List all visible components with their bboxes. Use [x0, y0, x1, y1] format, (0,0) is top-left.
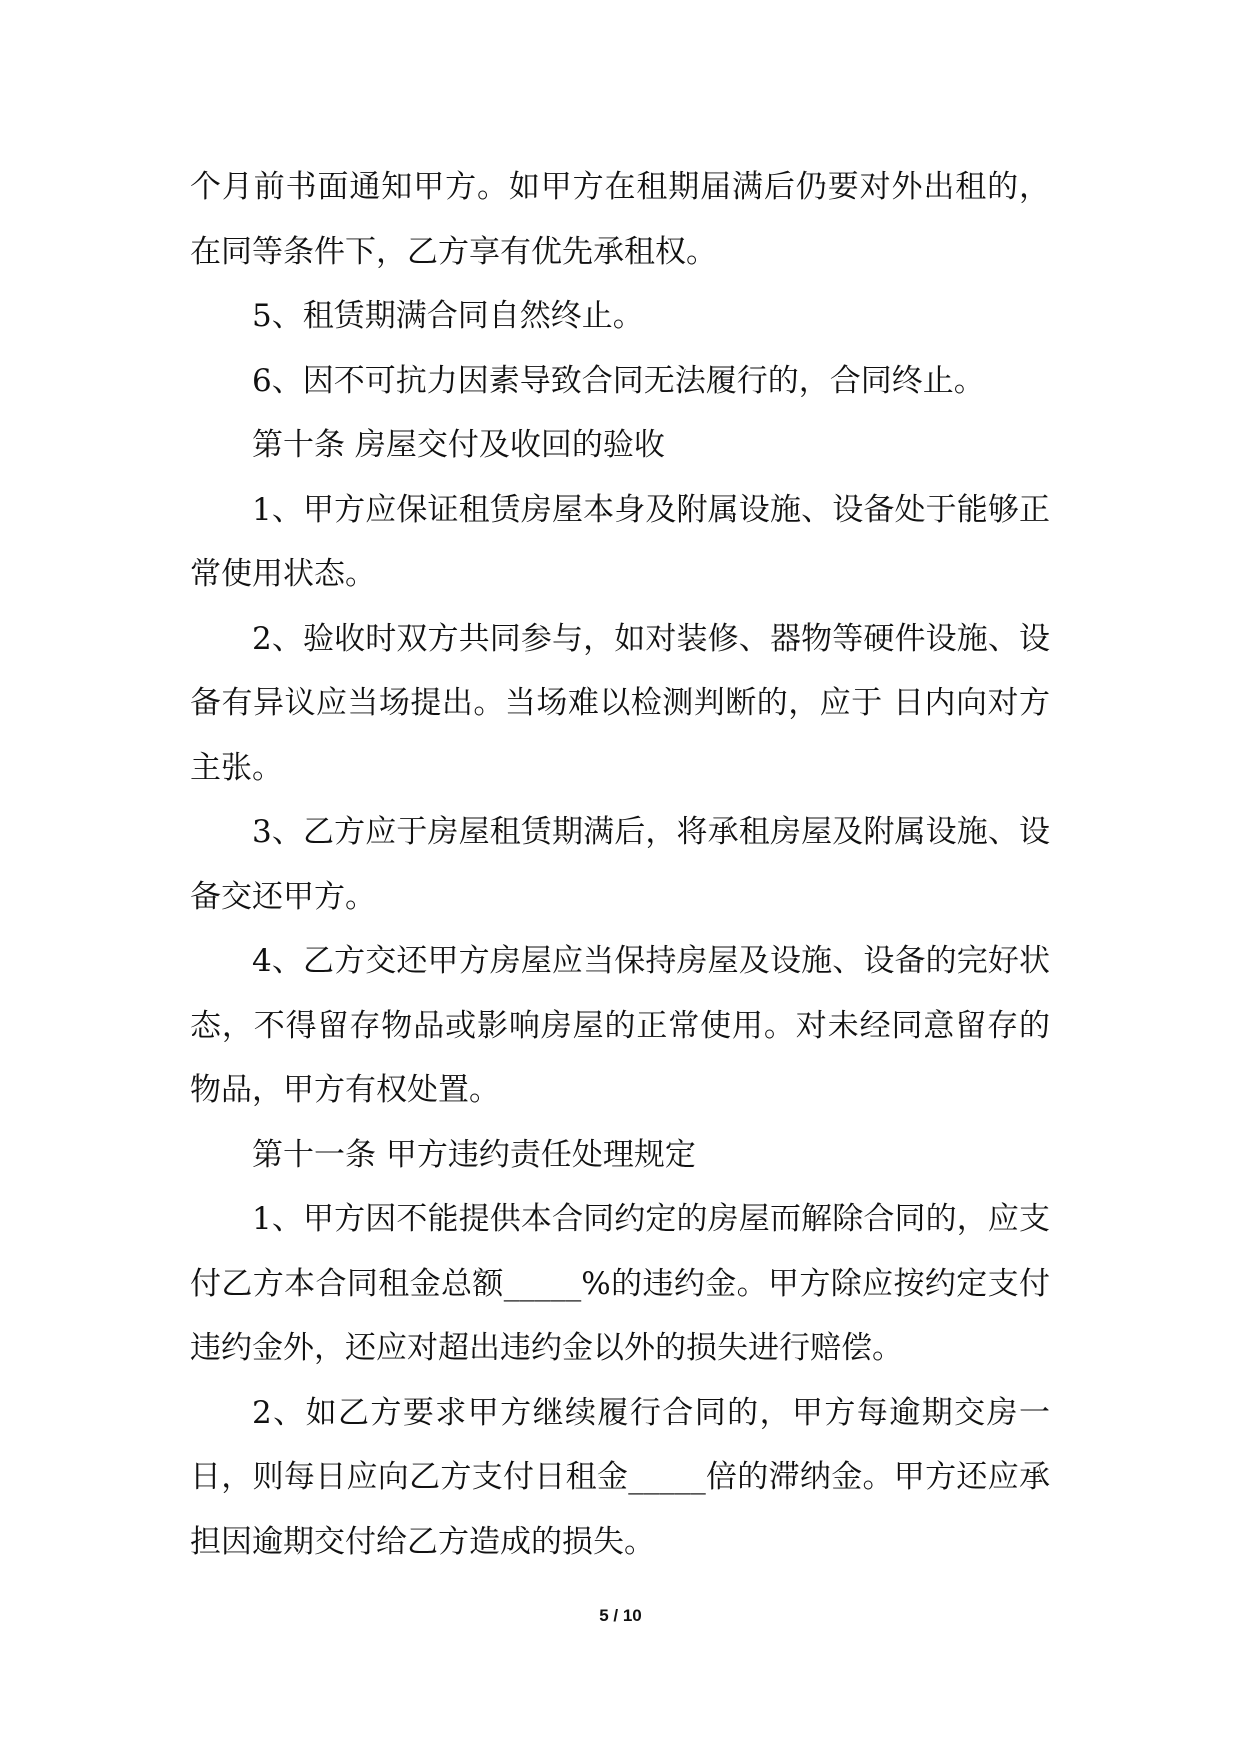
page-number: 5 / 10: [599, 1606, 642, 1625]
paragraph-article-10-item-4: 4、乙方交还甲方房屋应当保持房屋及设施、设备的完好状态，不得留存物品或影响房屋的正常使用。对未经同意留存的物品，甲方有权处置。: [190, 943, 1050, 1108]
document-body: [190, 155, 1050, 1574]
paragraph-article-11-item-2: 2、如乙方要求甲方继续履行合同的，甲方每逾期交房一日，则每日应向乙方支付日租金_____倍的滞纳金。甲方还应承担因逾期交付给乙方造成的损失。: [190, 1394, 1050, 1560]
section-heading-article-10: 第十条 房屋交付及收回的验收: [252, 427, 665, 463]
paragraph-continuation: 个月前书面通知甲方。如甲方在租期届满后仍要对外出租的，在同等条件下，乙方享有优先承租权。: [190, 169, 1050, 270]
section-heading-article-11: 第十一条 甲方违约责任处理规定: [252, 1136, 696, 1173]
paragraph-article-11-item-1: 1、甲方因不能提供本合同约定的房屋而解除合同的，应支付乙方本合同租金总额_____%的违约金。甲方除应按约定支付违约金外，还应对超出违约金以外的损失进行赔偿。: [190, 1201, 1050, 1366]
paragraph-article-10-item-2: 2、验收时双方共同参与，如对装修、器物等硬件设施、设备有异议应当场提出。当场难以检测判断的，应于 日内向对方主张。: [190, 620, 1050, 786]
paragraph-article-10-item-1: 1、甲方应保证租赁房屋本身及附属设施、设备处于能够正常使用状态。: [190, 491, 1050, 592]
paragraph-item-6: 6、因不可抗力因素导致合同无法履行的，合同终止。: [252, 362, 985, 399]
paragraph-item-5: 5、租赁期满合同自然终止。: [252, 298, 644, 334]
paragraph-article-10-item-3: 3、乙方应于房屋租赁期满后，将承租房屋及附属设施、设备交还甲方。: [190, 814, 1050, 915]
